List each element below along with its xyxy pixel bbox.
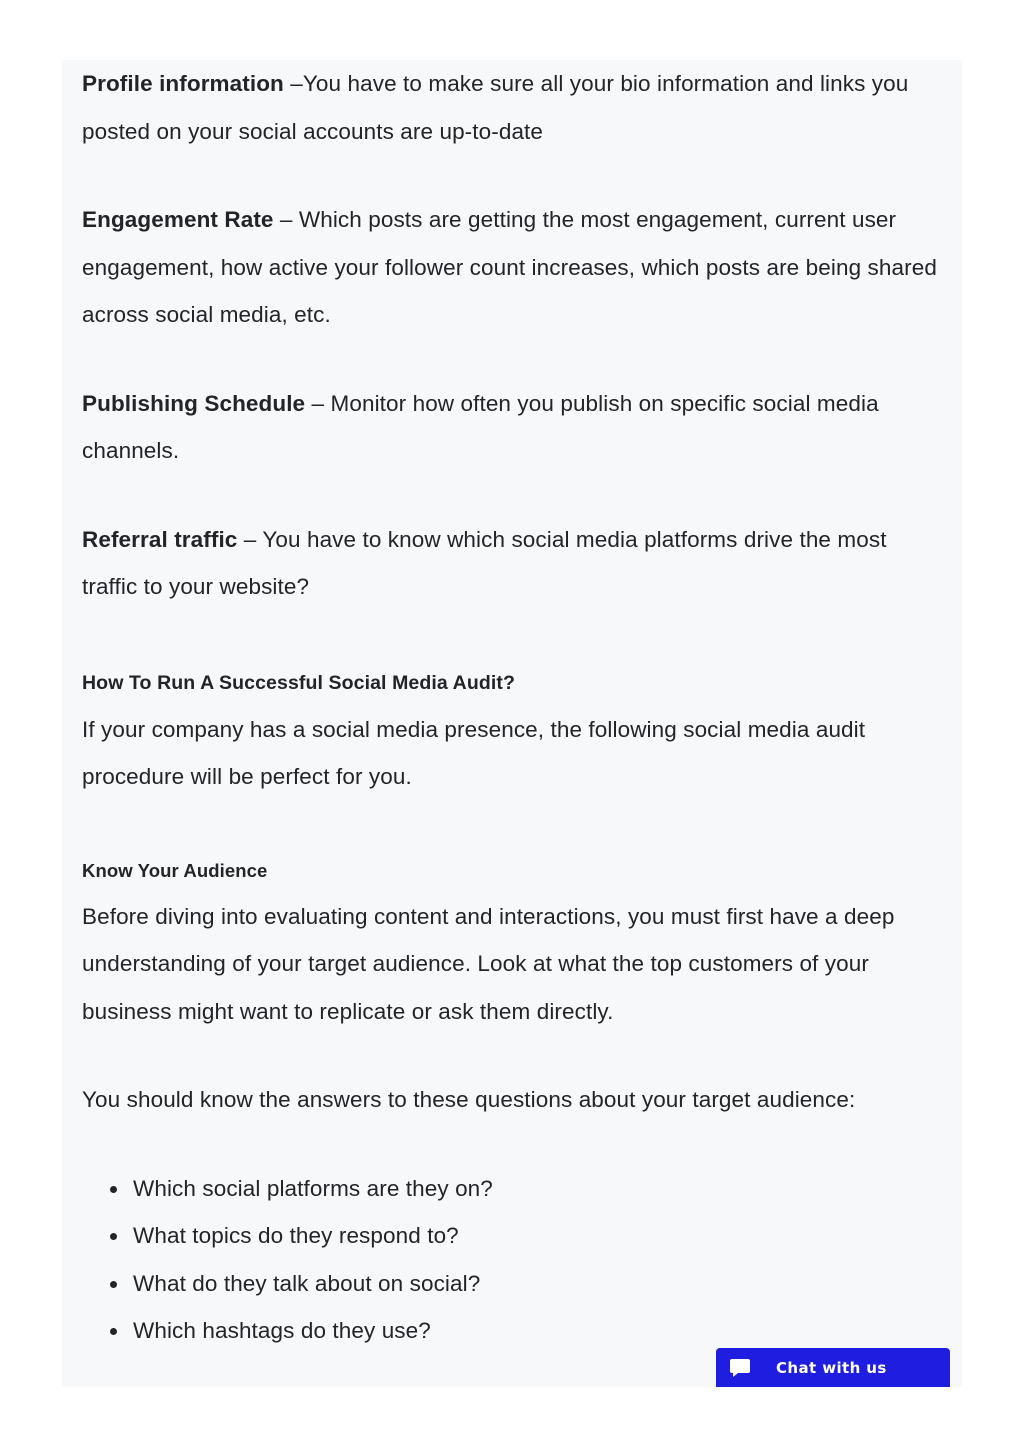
referral-traffic-paragraph xyxy=(82,516,944,611)
chat-label: Chat with us xyxy=(776,1358,887,1377)
engagement-rate-text: – Which posts are getting the most engagement, current user engagement, how active your follower count increases, which posts are being shared across social media, etc. xyxy=(82,207,937,327)
list-item: Which hashtags do they use? xyxy=(133,1307,944,1355)
subsection-heading: Know Your Audience xyxy=(82,859,268,881)
questions-lead: You should know the answers to these questions about your target audience: xyxy=(82,1087,856,1112)
list-item: What topics do they respond to? xyxy=(133,1212,944,1260)
profile-information-paragraph xyxy=(82,60,944,155)
profile-information-term: Profile information xyxy=(82,71,284,96)
list-item: What do they talk about on social? xyxy=(133,1260,944,1308)
profile-information-text: –You have to make sure all your bio information and links you posted on your social accounts are up-to-date xyxy=(82,71,909,144)
audience-questions-list xyxy=(82,1165,944,1355)
document-content xyxy=(82,60,944,1355)
referral-traffic-term: Referral traffic xyxy=(82,526,238,552)
subsection-paragraph: Before diving into evaluating content and interactions, you must first have a deep understanding of your target audience. Look at what the top customers of your business might want to replicate or ask them directly. xyxy=(82,903,895,1024)
chat-with-us-button[interactable] xyxy=(716,1348,950,1387)
engagement-rate-paragraph xyxy=(82,196,944,339)
publishing-schedule-text: – Monitor how often you publish on specific social media channels. xyxy=(82,390,879,463)
publishing-schedule-term: Publishing Schedule xyxy=(82,390,306,416)
section-intro: If your company has a social media presence, the following social media audit procedure will be perfect for you. xyxy=(82,716,866,789)
engagement-rate-term: Engagement Rate xyxy=(82,207,274,232)
chat-bubble-icon xyxy=(728,1356,752,1380)
list-item: Which social platforms are they on? xyxy=(133,1165,944,1213)
section-heading: How To Run A Successful Social Media Audit? xyxy=(82,671,515,694)
referral-traffic-text: – You have to know which social media platforms drive the most traffic to your website? xyxy=(82,526,887,599)
publishing-schedule-paragraph xyxy=(82,380,944,475)
